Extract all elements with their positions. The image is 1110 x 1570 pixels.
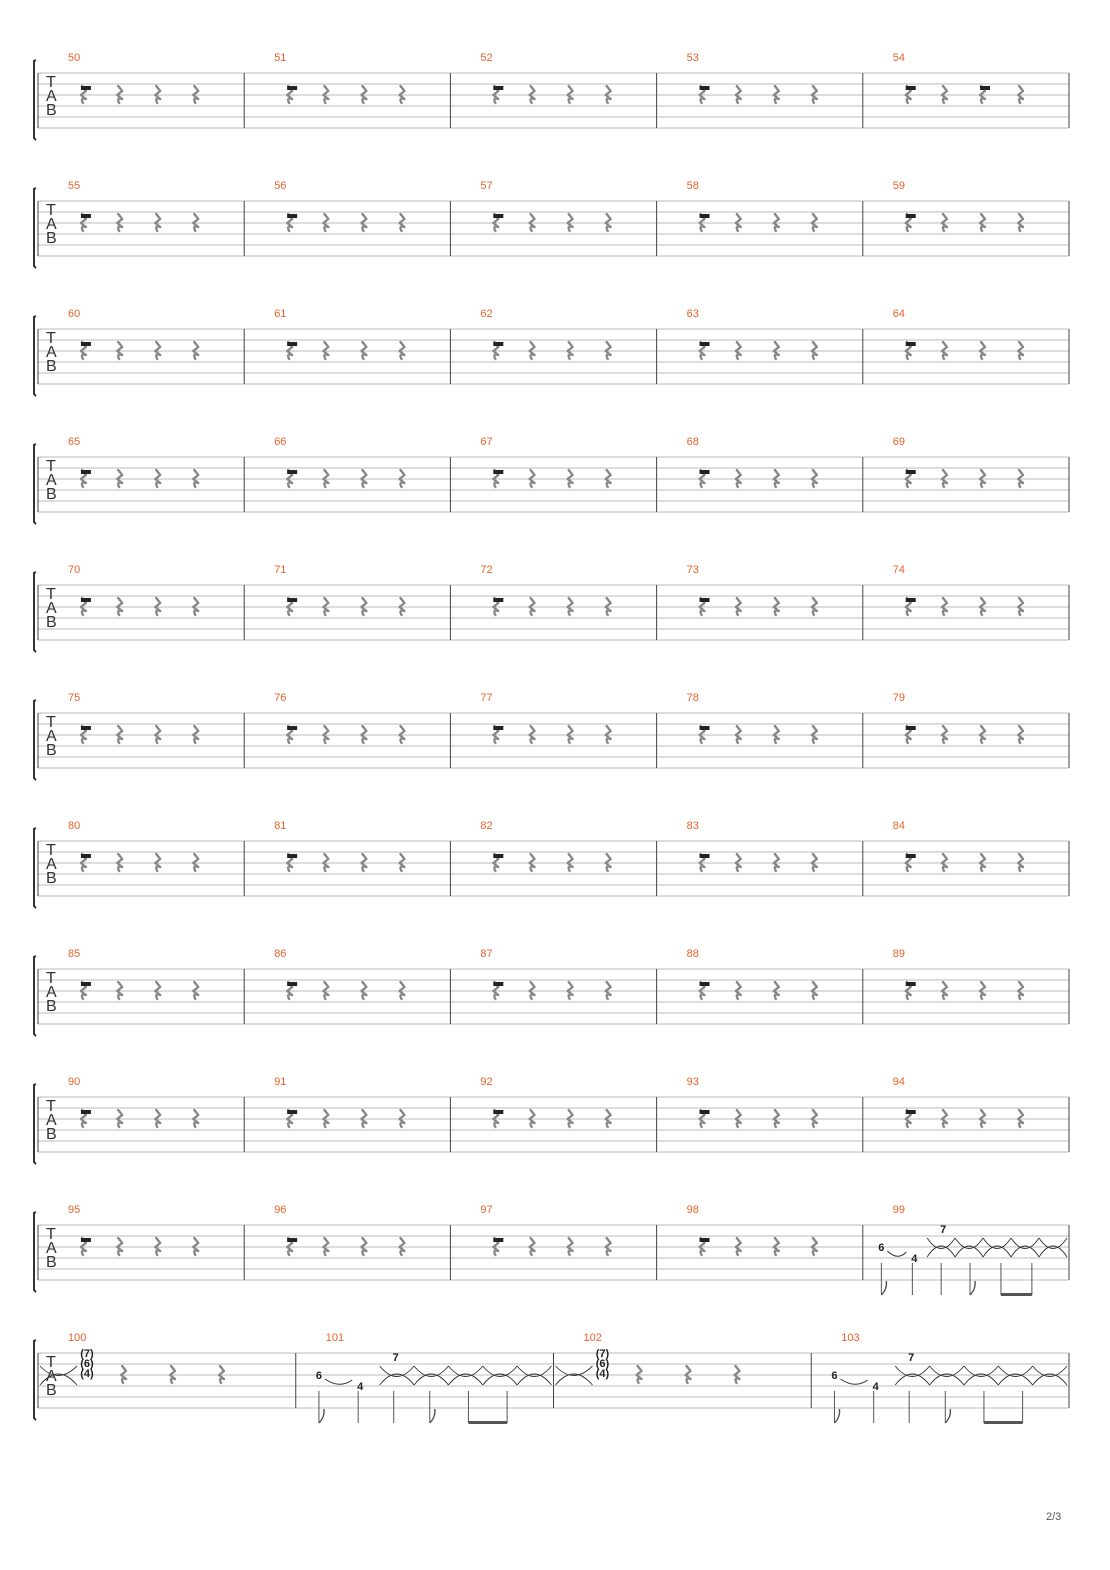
measure-number: 86 [274,948,287,960]
tab-clef-letter: T [46,842,56,859]
measure-number: 65 [68,436,81,448]
rest-bar [700,1110,710,1114]
fret-number: 7 [940,1224,947,1236]
staff-system [34,308,1069,396]
eighth-flag [319,1409,324,1423]
measure-number: 72 [480,564,493,576]
measure-number: 77 [480,692,493,704]
rest-bar [493,342,503,346]
tab-clef-letter: T [46,714,56,731]
tie-arc [998,1374,1032,1385]
measure-number: 58 [686,180,699,192]
tie-arc [517,1374,551,1385]
fret-number: 7 [392,1352,399,1364]
tab-clef-letter: B [46,870,57,887]
tie-arc [1039,1246,1067,1257]
measure-number: 59 [892,180,906,192]
fret-number: 6 [831,1370,838,1382]
rest-bar [81,598,91,602]
system-bracket [34,572,36,652]
tie-arc [1033,1374,1067,1385]
rest-bar [81,982,91,986]
tab-clef-letter: T [46,1226,56,1243]
tab-clef-letter: T [46,330,56,347]
fret-number: 4 [911,1253,918,1265]
page-number: 2/3 [1046,1511,1062,1523]
measure-number: 87 [480,948,493,960]
rest-bar [700,470,710,474]
measure-number: 60 [68,308,81,320]
system-bracket [34,444,36,524]
tab-clef-letter: A [46,1112,57,1129]
measure-number: 100 [68,1332,87,1344]
rest-bar [81,342,91,346]
rest-bar [493,598,503,602]
tie-arc [1011,1246,1039,1257]
staff-system [34,436,1069,524]
measure-number: 62 [480,308,493,320]
eighth-flag [945,1409,950,1423]
system-bracket [34,316,36,396]
measure-number: 90 [68,1076,81,1088]
rest-bar [287,1238,297,1242]
tab-clef-letter: A [46,472,57,489]
rest-bar [906,854,916,858]
fret-number: 6 [878,1242,885,1254]
rest-bar [906,214,916,218]
measure-number: 61 [274,308,287,320]
slide-line [325,1379,352,1384]
rest-bar [81,214,91,218]
rest-bar [700,86,710,90]
measure-number: 82 [480,820,493,832]
staff-system [34,692,1069,780]
fret-number: (7) [80,1348,94,1360]
measure-number: 81 [274,820,287,832]
measure-number: 101 [325,1332,345,1344]
slide-line [887,1251,906,1256]
measure-number: 89 [892,948,906,960]
tab-clef-letter: A [46,856,57,873]
measure-number: 51 [274,52,287,64]
system-bracket [34,1084,36,1164]
system-bracket [34,700,36,780]
tie-arc [983,1246,1011,1257]
measure-number: 79 [892,692,906,704]
tab-clef-letter: B [46,358,57,375]
eighth-flag [881,1281,886,1295]
tab-clef-letter: A [46,600,57,617]
measure-number: 67 [480,436,493,448]
tab-clef-letter: B [46,1382,57,1399]
staff-system [34,52,1069,140]
rest-bar [81,1110,91,1114]
tab-clef-letter: B [46,486,57,503]
tab-clef-letter: T [46,202,56,219]
measure-number: 53 [686,52,699,64]
tab-clef-letter: B [46,742,57,759]
measure-number: 94 [892,1076,906,1088]
system-bracket [34,188,36,268]
eighth-flag [970,1281,975,1295]
rest-bar [493,1110,503,1114]
measure-number: 55 [68,180,81,192]
tie-arc [414,1374,448,1385]
rest-bar [287,86,297,90]
rest-bar [906,598,916,602]
tab-clef-letter: A [46,1240,57,1257]
rest-bar [493,726,503,730]
tab-clef-letter: A [46,1368,57,1385]
system-bracket [34,956,36,1036]
fret-number: (4) [80,1368,94,1380]
measure-number: 57 [480,180,493,192]
measure-number: 92 [480,1076,493,1088]
measure-number: 97 [480,1204,493,1216]
system-bracket [34,1340,36,1420]
rest-bar [906,342,916,346]
tie-arc [955,1246,983,1257]
rest-bar [81,854,91,858]
rest-bar [493,854,503,858]
tab-clef-letter: T [46,458,56,475]
tab-clef-letter: T [46,586,56,603]
staff-system [34,1204,1069,1296]
fret-number: 4 [872,1381,879,1393]
eighth-flag [430,1409,435,1423]
rest-bar [493,214,503,218]
fret-number: (4) [595,1368,610,1380]
staff-system [34,820,1069,908]
tab-clef-letter: B [46,102,57,119]
rest-bar [81,86,91,90]
staff-system [34,180,1069,268]
tie-arc [483,1374,517,1385]
rest-bar [906,86,916,90]
system-bracket [34,1212,36,1292]
measure-number: 85 [68,948,81,960]
measure-number: 91 [274,1076,287,1088]
measure-number: 71 [274,564,287,576]
tab-clef-letter: T [46,1354,56,1371]
tab-clef-letter: B [46,230,57,247]
rest-bar [700,342,710,346]
staff-system [34,1076,1069,1164]
tab-clef-letter: A [46,984,57,1001]
measure-number: 88 [686,948,699,960]
measure-number: 99 [892,1204,906,1216]
tab-clef-letter: T [46,1098,56,1115]
tie-arc [964,1374,998,1385]
rest-bar [287,1110,297,1114]
beam [984,1421,1023,1424]
measure-number: 69 [892,436,906,448]
measure-number: 68 [686,436,699,448]
fret-number: (6) [595,1358,610,1370]
tab-clef-letter: A [46,88,57,105]
measure-number: 73 [686,564,699,576]
measure-number: 103 [841,1332,860,1344]
measure-number: 64 [892,308,906,320]
rest-bar [700,214,710,218]
tab-clef-letter: B [46,614,57,631]
measure-number: 98 [686,1204,699,1216]
eighth-flag [834,1409,839,1423]
rest-bar [287,854,297,858]
rest-bar [287,342,297,346]
tab-clef-letter: A [46,344,57,361]
measure-number: 50 [68,52,81,64]
measure-number: 75 [68,692,81,704]
tie-arc [448,1374,482,1385]
staff-system [34,1332,1069,1424]
measure-number: 70 [68,564,81,576]
rest-bar [700,982,710,986]
measure-number: 84 [892,820,906,832]
measure-number: 95 [68,1204,81,1216]
fret-number: 4 [357,1381,364,1393]
rest-bar [700,854,710,858]
measure-number: 54 [892,52,906,64]
tab-clef-letter: T [46,970,56,987]
rest-bar [493,86,503,90]
rest-bar [81,470,91,474]
rest-bar [287,470,297,474]
measure-number: 83 [686,820,699,832]
rest-bar [906,1110,916,1114]
staff-system [34,564,1069,652]
tie-arc [930,1374,964,1385]
system-bracket [34,828,36,908]
beam [1001,1293,1032,1296]
rest-bar [287,598,297,602]
measure-number: 66 [274,436,287,448]
fret-number: (7) [595,1348,610,1360]
tab-clef-letter: A [46,728,57,745]
tab-clef-letter: B [46,1254,57,1271]
beam [468,1421,507,1424]
measure-number: 52 [480,52,493,64]
measure-number: 63 [686,308,699,320]
measure-number: 96 [274,1204,287,1216]
fret-number: (6) [80,1358,94,1370]
tab-clef-letter: A [46,216,57,233]
tie-arc [895,1374,929,1385]
slide-line [840,1379,867,1384]
rest-bar [287,726,297,730]
rest-bar [493,982,503,986]
measure-number: 78 [686,692,699,704]
rest-bar [81,726,91,730]
rest-bar [906,470,916,474]
staff-system [34,948,1069,1036]
rest-bar [493,470,503,474]
fret-number: 7 [908,1352,915,1364]
tie-arc [927,1246,955,1257]
measure-number: 93 [686,1076,699,1088]
rest-bar [287,214,297,218]
tab-clef-letter: B [46,998,57,1015]
measure-number: 56 [274,180,287,192]
rest-bar [287,982,297,986]
tab-clef-letter: B [46,1126,57,1143]
measure-number: 74 [892,564,906,576]
rest-bar [980,86,990,90]
rest-bar [493,1238,503,1242]
rest-bar [700,598,710,602]
tab-clef-letter: T [46,74,56,91]
measure-number: 76 [274,692,287,704]
rest-bar [906,982,916,986]
rest-bar [700,726,710,730]
rest-bar [700,1238,710,1242]
rest-bar [906,726,916,730]
tie-arc [380,1374,414,1385]
fret-number: 6 [315,1370,323,1382]
measure-number: 102 [583,1332,602,1344]
rest-bar [81,1238,91,1242]
measure-number: 80 [68,820,81,832]
system-bracket [34,60,36,140]
